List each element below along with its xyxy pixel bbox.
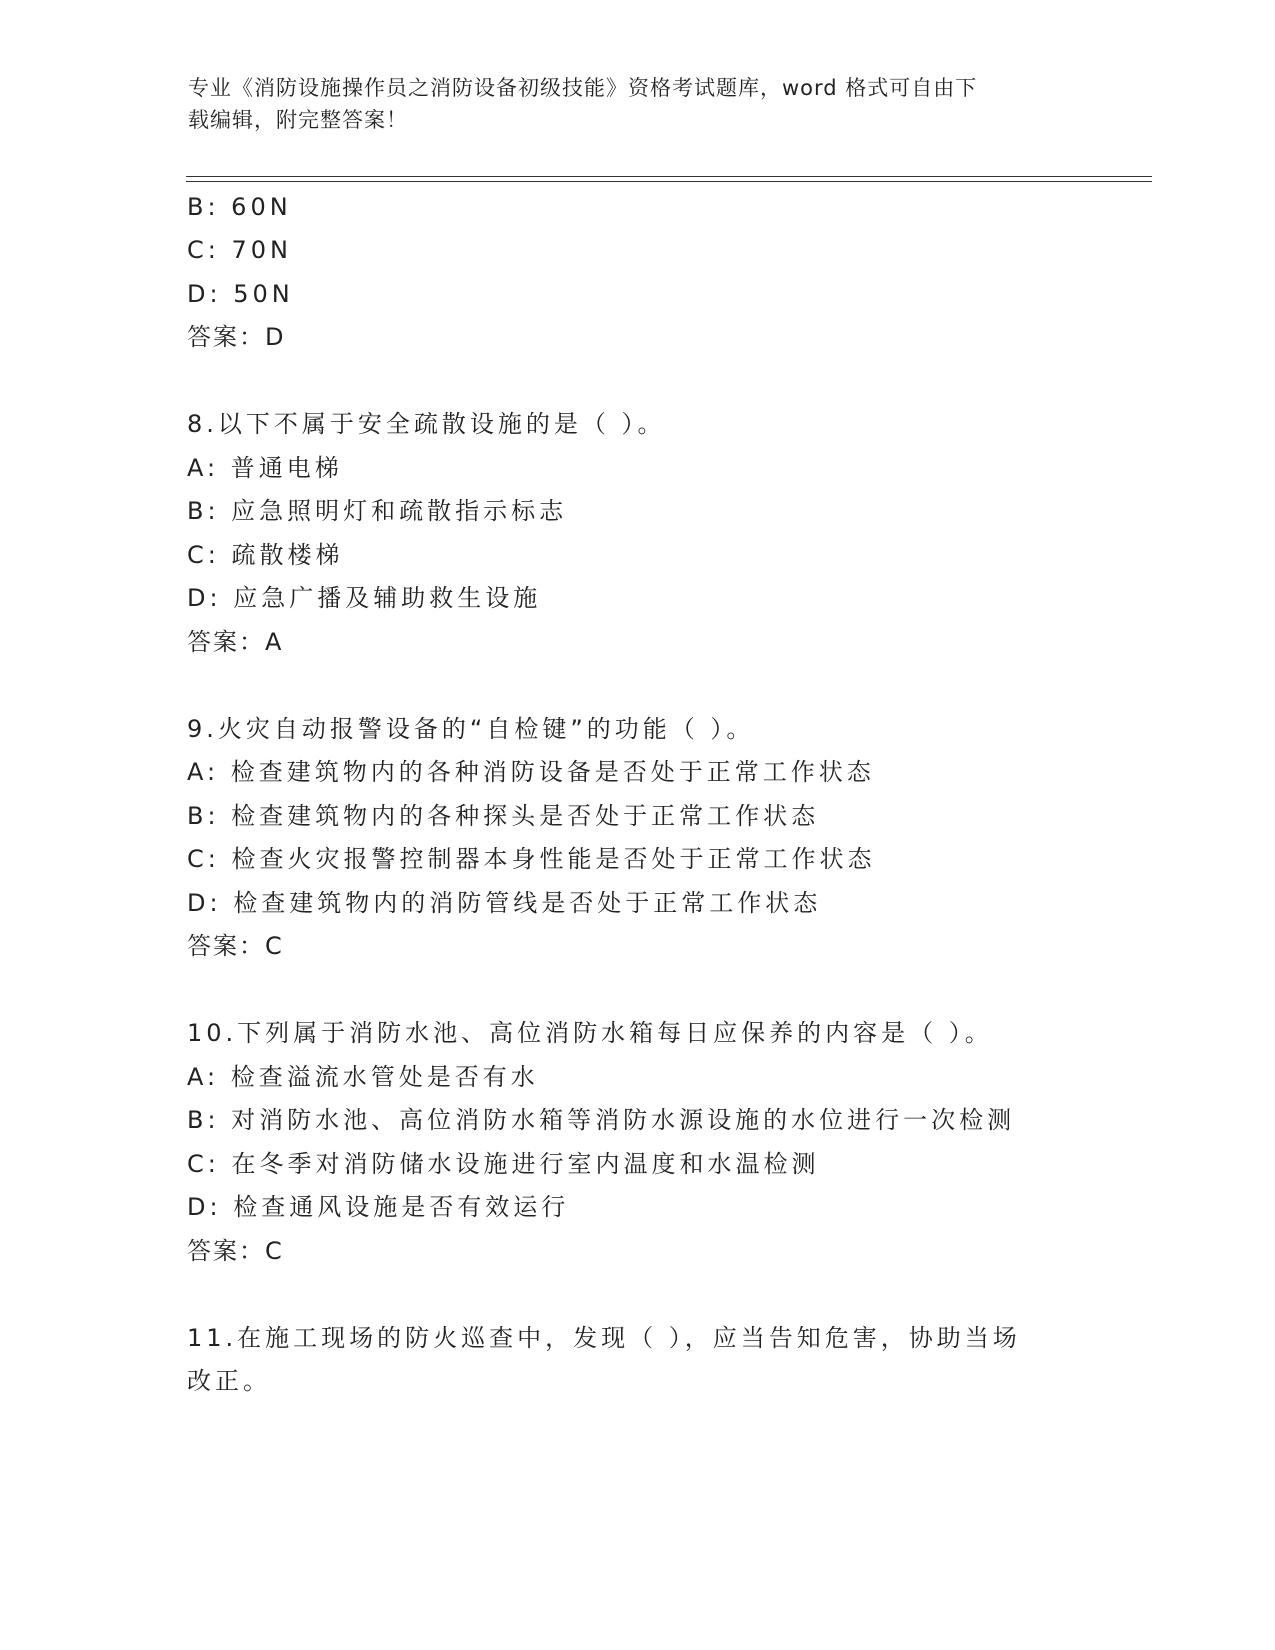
q8-option-d: D: 应急广播及辅助救生设施 — [187, 584, 542, 612]
q9-option-c: C: 检查火灾报警控制器本身性能是否处于正常工作状态 — [187, 845, 876, 873]
header-divider-bottom — [186, 181, 1152, 182]
q8-question: 8.以下不属于安全疏散设施的是（ ）。 — [187, 410, 666, 438]
q7-answer: 答案：D — [187, 323, 286, 351]
q11-question-line-1: 11.在施工现场的防火巡查中，发现（ ），应当告知危害，协助当场 — [187, 1324, 1021, 1352]
q8-option-b: B: 应急照明灯和疏散指示标志 — [187, 497, 568, 525]
q7-option-d: D: 50N — [187, 280, 294, 308]
q9-question: 9.火灾自动报警设备的“自检键”的功能（ ）。 — [187, 715, 755, 743]
header-line-2: 载编辑，附完整答案！ — [188, 108, 408, 132]
q7-option-b: B: 60N — [187, 193, 292, 221]
q10-option-d: D: 检查通风设施是否有效运行 — [187, 1193, 570, 1221]
header-line-1: 专业《消防设施操作员之消防设备初级技能》资格考试题库，word 格式可自由下 — [188, 76, 978, 100]
document-header — [188, 72, 1088, 136]
q10-option-c: C: 在冬季对消防储水设施进行室内温度和水温检测 — [187, 1150, 820, 1178]
q8-option-c: C: 疏散楼梯 — [187, 541, 344, 569]
q11-question-line-2: 改正。 — [187, 1367, 271, 1395]
q7-option-c: C: 70N — [187, 236, 292, 264]
header-divider-top — [186, 176, 1152, 177]
q9-option-d: D: 检查建筑物内的消防管线是否处于正常工作状态 — [187, 889, 822, 917]
q9-option-a: A: 检查建筑物内的各种消防设备是否处于正常工作状态 — [187, 758, 875, 786]
q9-answer: 答案：C — [187, 932, 284, 960]
q8-answer: 答案：A — [187, 628, 284, 656]
q9-option-b: B: 检查建筑物内的各种探头是否处于正常工作状态 — [187, 802, 820, 830]
q10-question: 10.下列属于消防水池、高位消防水箱每日应保养的内容是（ ）。 — [187, 1019, 993, 1047]
q8-option-a: A: 普通电梯 — [187, 454, 343, 482]
q10-option-a: A: 检查溢流水管处是否有水 — [187, 1063, 539, 1091]
q10-answer: 答案：C — [187, 1237, 284, 1265]
q10-option-b: B: 对消防水池、高位消防水箱等消防水源设施的水位进行一次检测 — [187, 1106, 1016, 1134]
